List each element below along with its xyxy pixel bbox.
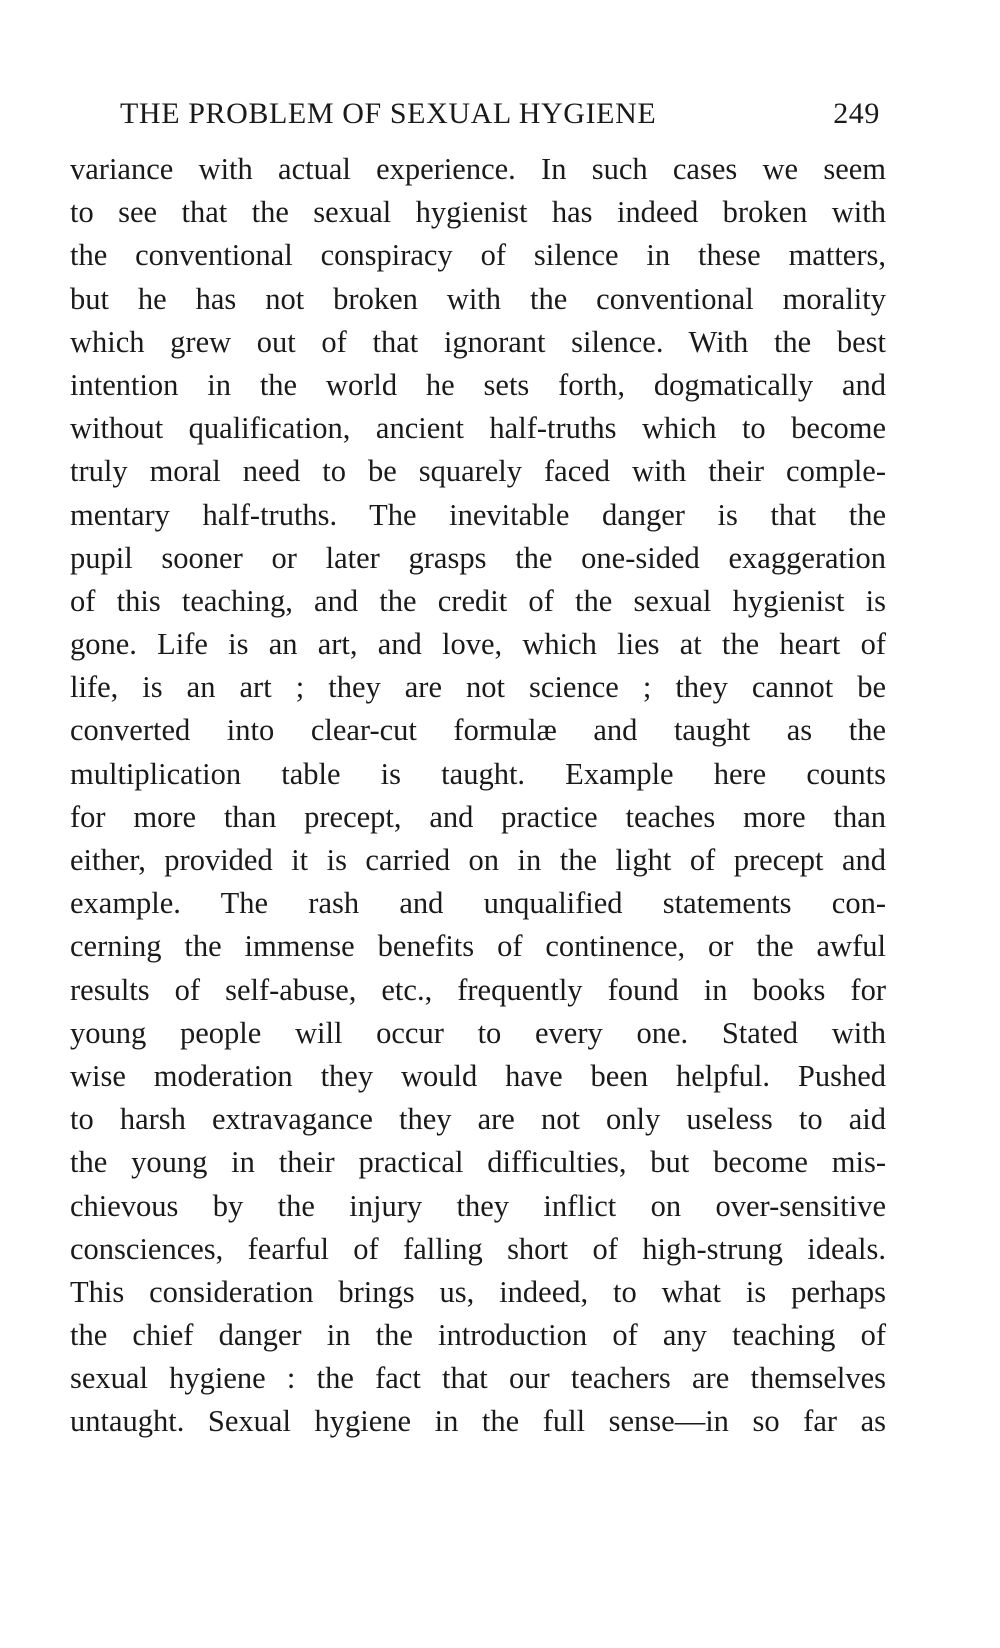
text-line: variance with actual experience. In such cases we seem: [70, 152, 886, 186]
text-line: converted into clear-cut formulæ and taught as the: [70, 713, 886, 748]
text-line: either, provided it is carried on in the light of precept and: [70, 843, 886, 877]
text-line: sexual hygiene : the fact that our teachers are themselves: [70, 1361, 886, 1396]
text-line: intention in the world he sets forth, dogmatically and: [70, 367, 886, 402]
text-line: cerning the immense benefits of continence, or the awful: [70, 929, 886, 964]
text-line: consciences, fearful of falling short of high-strung ideals.: [70, 1231, 886, 1266]
text-line: without qualification, ancient half-truths which to become: [70, 411, 886, 446]
text-line: This consideration brings us, indeed, to what is perhaps: [70, 1274, 886, 1309]
body-text: [70, 148, 886, 1444]
text-line: wise moderation they would have been helpful. Pushed: [70, 1058, 886, 1093]
text-line: mentary half-truths. The inevitable danger is that the: [70, 497, 886, 532]
text-line: life, is an art ; they are not science ; they cannot be: [70, 670, 886, 705]
text-line: multiplication table is taught. Example here counts: [70, 756, 886, 791]
text-line: example. The rash and unqualified statements con-: [70, 886, 886, 921]
text-line: which grew out of that ignorant silence. With the best: [70, 324, 886, 359]
text-line: but he has not broken with the conventional morality: [70, 281, 886, 316]
text-line: for more than precept, and practice teaches more than: [70, 799, 886, 834]
running-head: [120, 92, 880, 136]
text-line: pupil sooner or later grasps the one-sided exaggeration: [70, 540, 886, 575]
text-line: the chief danger in the introduction of any teaching of: [70, 1318, 886, 1353]
text-line: the conventional conspiracy of silence in these matters,: [70, 238, 886, 273]
text-line: the young in their practical difficulties, but become mis-: [70, 1145, 886, 1180]
text-line: results of self-abuse, etc., frequently found in books for: [70, 972, 886, 1007]
text-line: chievous by the injury they inflict on over-sensitive: [70, 1188, 886, 1223]
text-line: young people will occur to every one. Stated with: [70, 1015, 886, 1050]
text-line: to see that the sexual hygienist has indeed broken with: [70, 195, 886, 230]
page-number: 249: [833, 97, 880, 130]
text-line: to harsh extravagance they are not only useless to aid: [70, 1102, 886, 1137]
text-line: untaught. Sexual hygiene in the full sense—in so far as: [70, 1404, 886, 1439]
text-line: of this teaching, and the credit of the sexual hygienist is: [70, 583, 886, 618]
text-line: truly moral need to be squarely faced with their comple-: [70, 454, 886, 489]
text-line: gone. Life is an art, and love, which lies at the heart of: [70, 627, 886, 662]
running-head-title: THE PROBLEM OF SEXUAL HYGIENE: [120, 97, 657, 130]
